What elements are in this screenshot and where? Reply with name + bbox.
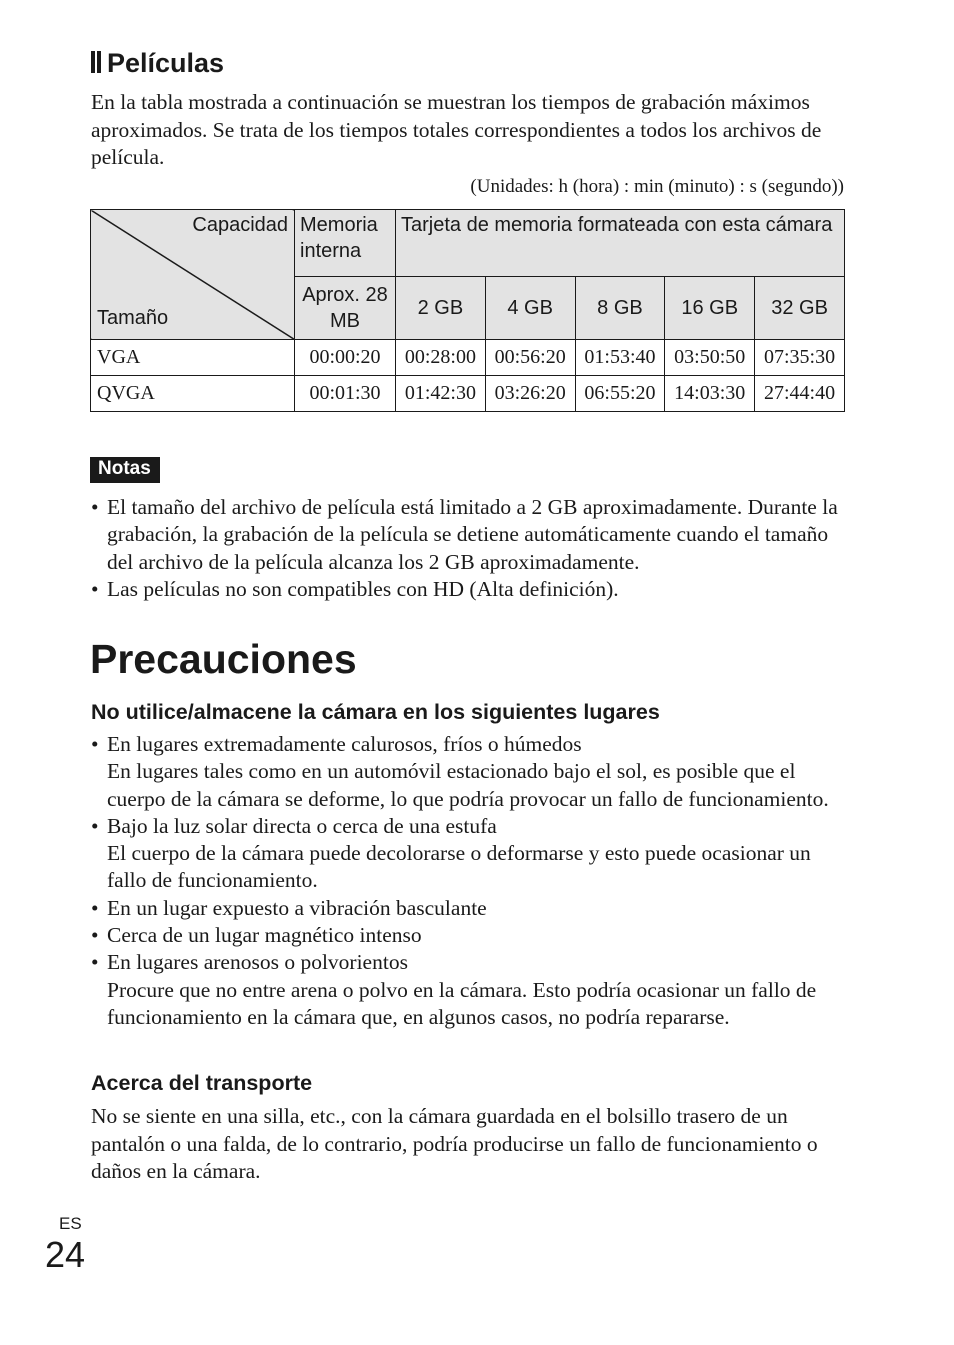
- table-row: [91, 340, 845, 376]
- section-marker-icon: [91, 51, 101, 73]
- subheading-lugares: No utilice/almacene la cámara en los siguientes lugares: [91, 700, 660, 724]
- table-cell: 07:35:30: [755, 340, 845, 376]
- page-title-precauciones: Precauciones: [90, 636, 357, 682]
- section-heading-text: Películas: [107, 48, 225, 78]
- list-item-detail: Procure que no entre arena o polvo en la cámara. Esto podría ocasionar un fallo de funcionamiento en la cámara que, en algunos casos, no podría repararse.: [107, 977, 817, 1029]
- list-item-main: • En un lugar expuesto a vibración basculante: [107, 895, 487, 920]
- list-item-detail: En lugares tales como en un automóvil estacionado bajo el sol, es posible que el cuerpo de la cámara se deforme, lo que podría provocar un fallo de funcionamiento.: [107, 759, 829, 811]
- list-item-main: • Bajo la luz solar directa o cerca de una estufa: [107, 813, 497, 838]
- header-tarjeta-memoria: Tarjeta de memoria formateada con esta cámara: [396, 210, 845, 277]
- list-item: [91, 813, 851, 895]
- col-header: 2 GB: [396, 277, 486, 340]
- list-item-main: • En lugares arenosos o polvorientos: [107, 950, 408, 975]
- transporte-text: No se siente en una silla, etc., con la cámara guardada en el bolsillo trasero de un pantalón o una falda, de lo contrario, podría producirse un fallo de funcionamiento o daños en la cámara.: [91, 1104, 818, 1183]
- list-item: [91, 895, 851, 922]
- notas-list: [91, 494, 851, 603]
- table-cell: 00:00:20: [295, 340, 396, 376]
- corner-label-capacidad: Capacidad: [192, 214, 288, 236]
- list-item: • Las películas no son compatibles con HD (Alta definición).: [91, 576, 851, 603]
- notas-badge: Notas: [90, 457, 160, 483]
- table-cell: 01:42:30: [396, 376, 486, 412]
- table-row: [91, 376, 845, 412]
- list-item: [91, 922, 851, 949]
- list-item-main: • Cerca de un lugar magnético intenso: [107, 923, 422, 948]
- table-cell: 14:03:30: [665, 376, 755, 412]
- units-note: (Unidades: h (hora) : min (minuto) : s (segundo)): [470, 176, 844, 197]
- col-header: 4 GB: [485, 277, 575, 340]
- row-label: QVGA: [91, 376, 295, 412]
- list-item: [91, 949, 851, 1031]
- table-cell: 06:55:20: [575, 376, 665, 412]
- lugares-list: [91, 731, 851, 1031]
- list-item-detail: El cuerpo de la cámara puede decolorarse o deformarse y esto puede ocasionar un fallo de funcionamiento.: [107, 841, 811, 893]
- corner-label-tamano: Tamaño: [97, 307, 169, 329]
- table-corner-cell: [91, 210, 295, 340]
- table-cell: 00:28:00: [396, 340, 486, 376]
- list-item: • El tamaño del archivo de película está limitado a 2 GB aproximadamente. Durante la grabación, la grabación de la película se detiene automáticamente cuando el tamaño del archivo de la película alcanza los 2 GB aproximadamente.: [91, 494, 851, 576]
- page-number: 24: [45, 1234, 86, 1275]
- footer-language: ES: [59, 1214, 82, 1233]
- row-label: VGA: [91, 340, 295, 376]
- subheading-transporte: Acerca del transporte: [91, 1071, 313, 1095]
- col-header: 8 GB: [575, 277, 665, 340]
- table-cell: 03:26:20: [485, 376, 575, 412]
- recording-time-table: [90, 209, 845, 412]
- col-header: 16 GB: [665, 277, 755, 340]
- col-header: Aprox. 28 MB: [295, 277, 396, 340]
- header-memoria-interna: Memoria interna: [295, 210, 396, 277]
- table-cell: 03:50:50: [665, 340, 755, 376]
- table-cell: 00:56:20: [485, 340, 575, 376]
- section-heading-peliculas: [91, 48, 224, 79]
- table-cell: 27:44:40: [755, 376, 845, 412]
- list-item: [91, 731, 851, 813]
- list-item-main: • En lugares extremadamente calurosos, fríos o húmedos: [107, 732, 582, 756]
- col-header: 32 GB: [755, 277, 845, 340]
- table-cell: 01:53:40: [575, 340, 665, 376]
- peliculas-intro: En la tabla mostrada a continuación se muestran los tiempos de grabación máximos aproximados. Se trata de los tiempos totales correspondientes a todos los archivos de película.: [91, 90, 822, 169]
- table-cell: 00:01:30: [295, 376, 396, 412]
